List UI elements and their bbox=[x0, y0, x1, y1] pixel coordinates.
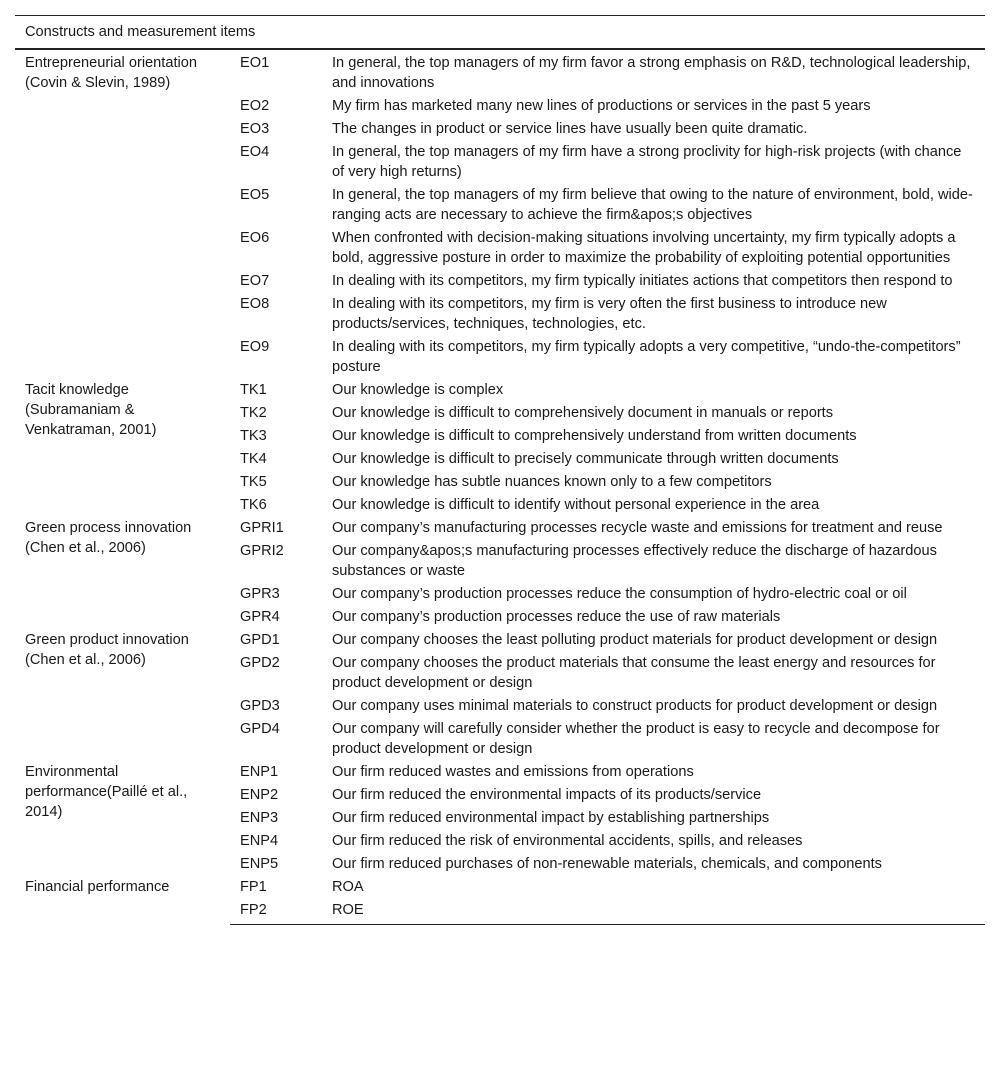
table-row bbox=[15, 49, 985, 95]
item-text: Our knowledge is difficult to identify without personal experience in the area bbox=[332, 497, 820, 513]
item-text: Our knowledge is complex bbox=[332, 382, 504, 398]
item-code: GPD4 bbox=[240, 721, 280, 737]
construct-cell: Financial performance bbox=[25, 879, 170, 895]
item-code: GPR4 bbox=[240, 609, 280, 625]
item-text: Our company will carefully consider whether the product is easy to recycle and decompose for product development or design bbox=[332, 721, 940, 757]
item-text: Our knowledge is difficult to precisely communicate through written documents bbox=[332, 451, 839, 467]
item-code: EO4 bbox=[240, 144, 270, 160]
table-container bbox=[15, 15, 985, 925]
item-text: The changes in product or service lines have usually been quite dramatic. bbox=[332, 121, 808, 137]
item-text: In general, the top managers of my firm believe that owing to the nature of environment, bold, wide-ranging acts are necessary to achieve the firm&apos;s objectives bbox=[332, 187, 973, 223]
table-body bbox=[15, 49, 985, 925]
item-code: ENP2 bbox=[240, 787, 279, 803]
item-text: In general, the top managers of my firm have a strong proclivity for high-risk projects (with chance of very high returns) bbox=[332, 144, 962, 180]
item-text: Our firm reduced the environmental impacts of its products/service bbox=[332, 787, 762, 803]
table-row bbox=[15, 629, 985, 652]
item-text: Our knowledge is difficult to comprehensively understand from written documents bbox=[332, 428, 857, 444]
item-text: Our company chooses the product materials that consume the least energy and resources for product development or design bbox=[332, 655, 936, 691]
item-code: EO1 bbox=[240, 55, 270, 71]
item-text: In dealing with its competitors, my firm is very often the first business to introduce new products/services, techniques, technologies, etc. bbox=[332, 296, 887, 332]
item-text: In dealing with its competitors, my firm typically initiates actions that competitors then respond to bbox=[332, 273, 953, 289]
item-code: GPD2 bbox=[240, 655, 280, 671]
item-code: ENP1 bbox=[240, 764, 279, 780]
item-text: Our firm reduced purchases of non-renewable materials, chemicals, and components bbox=[332, 856, 882, 872]
item-code: GPD3 bbox=[240, 698, 280, 714]
table-row bbox=[15, 379, 985, 402]
item-code: TK2 bbox=[240, 405, 267, 421]
table-row bbox=[15, 876, 985, 899]
item-text: Our knowledge is difficult to comprehensively document in manuals or reports bbox=[332, 405, 834, 421]
item-text: Our firm reduced the risk of environmental accidents, spills, and releases bbox=[332, 833, 803, 849]
item-code: EO7 bbox=[240, 273, 270, 289]
item-code: FP2 bbox=[230, 899, 322, 925]
item-text: Our company’s production processes reduce the consumption of hydro-electric coal or oil bbox=[332, 586, 907, 602]
item-code: EO8 bbox=[240, 296, 270, 312]
item-text: When confronted with decision-making situations involving uncertainty, my firm typically adopts a bold, aggressive posture in order to maximize the probability of exploiting potential opportunities bbox=[332, 230, 956, 266]
item-code: GPRI1 bbox=[240, 520, 284, 536]
construct-cell: Entrepreneurial orientation (Covin & Slevin, 1989) bbox=[25, 55, 197, 91]
item-code: EO9 bbox=[240, 339, 270, 355]
item-text: Our company chooses the least polluting product materials for product development or design bbox=[332, 632, 938, 648]
item-text: ROA bbox=[332, 879, 364, 895]
item-code: ENP4 bbox=[240, 833, 279, 849]
item-code: ENP5 bbox=[240, 856, 279, 872]
item-text: Our company uses minimal materials to construct products for product development or design bbox=[332, 698, 938, 714]
item-code: GPD1 bbox=[240, 632, 280, 648]
item-code: EO6 bbox=[240, 230, 270, 246]
construct-cell: Environmental performance(Paillé et al., 2014) bbox=[25, 764, 188, 820]
item-code: GPR3 bbox=[240, 586, 280, 602]
item-code: FP1 bbox=[240, 879, 267, 895]
item-text: In general, the top managers of my firm favor a strong emphasis on R&D, technological leadership, and innovations bbox=[332, 55, 971, 91]
constructs-table bbox=[15, 15, 985, 925]
item-code: EO3 bbox=[240, 121, 270, 137]
construct-cell: Green process innovation (Chen et al., 2006) bbox=[25, 520, 192, 556]
construct-cell: Tacit knowledge (Subramaniam & Venkatraman, 2001) bbox=[25, 382, 157, 438]
construct-cell: Green product innovation (Chen et al., 2006) bbox=[25, 632, 189, 668]
item-text: Our company’s production processes reduce the use of raw materials bbox=[332, 609, 781, 625]
table-header-row bbox=[15, 16, 985, 50]
table-header: Constructs and measurement items bbox=[15, 16, 985, 50]
item-text: Our firm reduced wastes and emissions from operations bbox=[332, 764, 694, 780]
item-code: TK1 bbox=[240, 382, 267, 398]
item-code: EO2 bbox=[240, 98, 270, 114]
item-code: TK5 bbox=[240, 474, 267, 490]
item-code: EO5 bbox=[240, 187, 270, 203]
table-row bbox=[15, 761, 985, 784]
item-text: My firm has marketed many new lines of productions or services in the past 5 years bbox=[332, 98, 871, 114]
table-row bbox=[15, 517, 985, 540]
item-code: ENP3 bbox=[240, 810, 279, 826]
item-text: ROE bbox=[322, 899, 985, 925]
item-code: TK4 bbox=[240, 451, 267, 467]
item-text: Our company&apos;s manufacturing processes effectively reduce the discharge of hazardous substances or waste bbox=[332, 543, 937, 579]
item-text: In dealing with its competitors, my firm typically adopts a very competitive, “undo-the-competitors” posture bbox=[332, 339, 961, 375]
item-code: TK6 bbox=[240, 497, 267, 513]
item-code: GPRI2 bbox=[240, 543, 284, 559]
item-code: TK3 bbox=[240, 428, 267, 444]
item-text: Our company’s manufacturing processes recycle waste and emissions for treatment and reuse bbox=[332, 520, 943, 536]
item-text: Our firm reduced environmental impact by establishing partnerships bbox=[332, 810, 770, 826]
item-text: Our knowledge has subtle nuances known only to a few competitors bbox=[332, 474, 772, 490]
